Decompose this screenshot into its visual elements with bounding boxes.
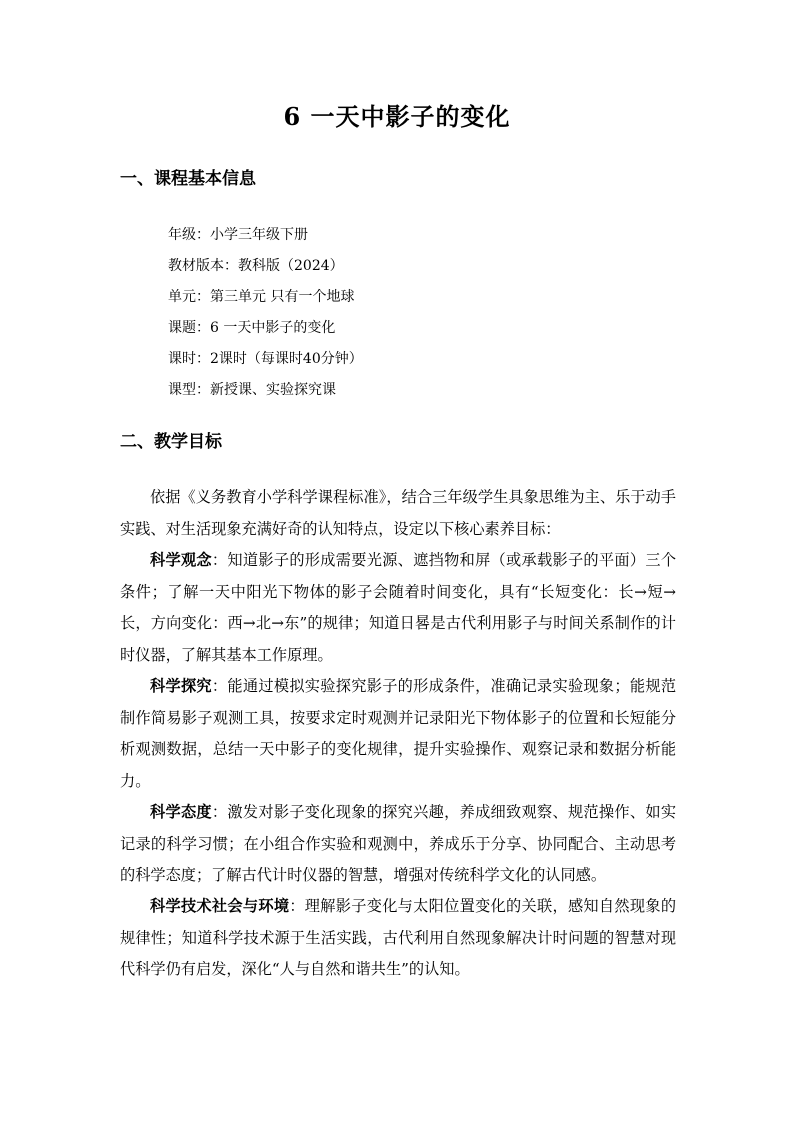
info-item-topic: 课题：6 一天中影子的变化 xyxy=(168,320,336,336)
goal-paragraph-scientific-concept: 科学观念：知道影子的形成需要光源、遮挡物和屏（或承载影子的平面）三个条件；了解一天中阳光下物体的影子会随着时间变化，具有“长短变化：长→短→长，方向变化：西→北→东”的规律；知道日晷是古代利用影子与时间关系制作的计时仪器，了解其基本工作原理。 xyxy=(120,551,677,664)
goals-intro-paragraph: 依据《义务教育小学科学课程标准》，结合三年级学生具象思维为主、乐于动手实践、对生活现象充满好奇的认知特点，设定以下核心素养目标： xyxy=(120,488,676,538)
goal-label-scientific-attitude: 科学态度 xyxy=(150,803,212,821)
section-heading-course-info: 一、课程基本信息 xyxy=(120,169,256,189)
goal-text-stse: 理解影子变化与太阳位置变化的关联，感知自然现象的规律性；知道科学技术源于生活实践，古代利用自然现象解决计时问题的智慧对现代科学仍有启发，深化“人与自然和谐共生”的认知。 xyxy=(120,897,677,978)
goal-paragraph-stse: 科学技术社会与环境：理解影子变化与太阳位置变化的关联，感知自然现象的规律性；知道科学技术源于生活实践，古代利用自然现象解决计时问题的智慧对现代科学仍有启发，深化“人与自然和谐共生”的认知。 xyxy=(120,897,677,978)
info-item-textbook: 教材版本：教科版（2024） xyxy=(168,258,344,274)
info-item-unit: 单元：第三单元 只有一个地球 xyxy=(168,289,355,305)
info-item-grade: 年级：小学三年级下册 xyxy=(168,227,308,243)
goal-label-stse: 科学技术社会与环境 xyxy=(150,897,290,915)
goal-text-scientific-concept: 知道影子的形成需要光源、遮挡物和屏（或承载影子的平面）三个条件；了解一天中阳光下物体的影子会随着时间变化，具有“长短变化：长→短→长，方向变化：西→北→东”的规律；知道日晷是古代利用影子与时间关系制作的计时仪器，了解其基本工作原理。 xyxy=(120,551,677,664)
course-info-list xyxy=(168,220,363,406)
info-item-lesson-type: 课型：新授课、实验探究课 xyxy=(168,382,336,398)
document-title: 6 一天中影子的变化 xyxy=(283,102,511,131)
goal-paragraph-scientific-inquiry: 科学探究：能通过模拟实验探究影子的形成条件，准确记录实验现象；能规范制作简易影子观测工具，按要求定时观测并记录阳光下物体影子的位置和长短能分析观测数据，总结一天中影子的变化规律，提升实验操作、观察记录和数据分析能力。 xyxy=(120,677,677,790)
goal-label-scientific-concept: 科学观念 xyxy=(150,551,212,569)
goal-text-scientific-inquiry: 能通过模拟实验探究影子的形成条件，准确记录实验现象；能规范制作简易影子观测工具，按要求定时观测并记录阳光下物体影子的位置和长短能分析观测数据，总结一天中影子的变化规律，提升实验操作、观察记录和数据分析能力。 xyxy=(120,677,677,790)
goal-paragraph-scientific-attitude: 科学态度：激发对影子变化现象的探究兴趣，养成细致观察、规范操作、如实记录的科学习惯；在小组合作实验和观测中，养成乐于分享、协同配合、主动思考的科学态度；了解古代计时仪器的智慧，增强对传统科学文化的认同感。 xyxy=(120,803,677,884)
goal-label-scientific-inquiry: 科学探究 xyxy=(150,677,212,695)
info-item-periods: 课时：2课时（每课时40分钟） xyxy=(168,351,363,367)
goal-text-scientific-attitude: 激发对影子变化现象的探究兴趣，养成细致观察、规范操作、如实记录的科学习惯；在小组合作实验和观测中，养成乐于分享、协同配合、主动思考的科学态度；了解古代计时仪器的智慧，增强对传统科学文化的认同感。 xyxy=(120,803,677,884)
section-heading-teaching-goals: 二、教学目标 xyxy=(120,432,222,452)
